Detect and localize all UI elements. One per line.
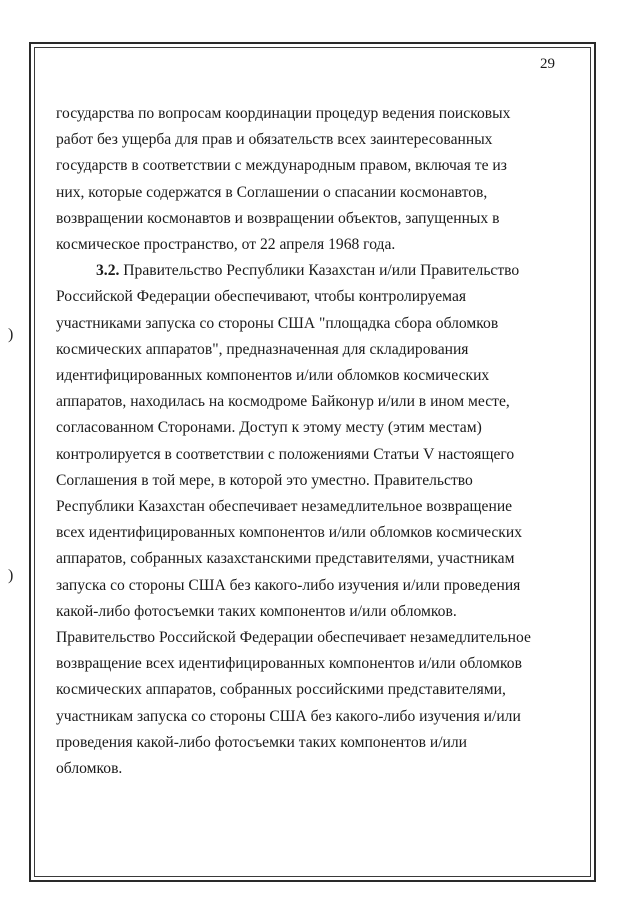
text-line: всех идентифицированных компонентов и/или обломков космических bbox=[56, 524, 523, 542]
text-line: работ без ущерба для прав и обязательств всех заинтересованных bbox=[56, 131, 493, 149]
text-line: какой-либо фотосъемки таких компонентов и/или обломков. bbox=[56, 602, 457, 620]
section-first-line bbox=[56, 258, 576, 284]
text-line: Российской Федерации обеспечивают, чтобы контролируемая bbox=[56, 288, 467, 306]
text-line: аппаратов, собранных казахстанскими представителями, участникам bbox=[56, 550, 515, 568]
text-line: запуска со стороны США без какого-либо изучения и/или проведения bbox=[56, 576, 521, 594]
section-number: 3.2. bbox=[96, 262, 120, 280]
text-line: космическое пространство, от 22 апреля 1968 года. bbox=[56, 236, 396, 254]
text-line: возвращении космонавтов и возвращении объектов, запущенных в bbox=[56, 209, 500, 227]
text-line: Соглашения в той мере, в которой это уместно. Правительство bbox=[56, 471, 473, 489]
hole-punch-mark-bottom: ) bbox=[8, 567, 14, 584]
text-line: них, которые содержатся в Соглашении о спасании космонавтов, bbox=[56, 183, 488, 201]
text-line: обломков. bbox=[56, 760, 123, 778]
text-line: согласованном Сторонами. Доступ к этому месту (этим местам) bbox=[56, 419, 482, 437]
text-line: космических аппаратов", предназначенная для складирования bbox=[56, 340, 469, 358]
text-line: контролируется в соответствии с положениями Статьи V настоящего bbox=[56, 445, 515, 463]
text-line: Правительство Республики Казахстан и/или Правительство bbox=[123, 262, 520, 280]
text-line: космических аппаратов, собранных российскими представителями, bbox=[56, 681, 506, 699]
text-line: идентифицированных компонентов и/или обломков космических bbox=[56, 367, 490, 385]
page-number: 29 bbox=[540, 56, 555, 72]
text-line: государств в соответствии с международным правом, включая те из bbox=[56, 157, 507, 175]
text-line: Правительство Российской Федерации обеспечивает незамедлительное bbox=[56, 629, 531, 647]
document-body bbox=[56, 101, 576, 782]
text-line: участникам запуска со стороны США без какого-либо изучения и/или bbox=[56, 707, 521, 725]
text-line: государства по вопросам координации процедур ведения поисковых bbox=[56, 105, 511, 122]
hole-punch-mark-top: ) bbox=[8, 326, 14, 343]
text-line: Республики Казахстан обеспечивает незамедлительное возвращение bbox=[56, 498, 513, 516]
text-line: участниками запуска со стороны США "площадка сбора обломков bbox=[56, 314, 499, 332]
text-line: аппаратов, находилась на космодроме Байконур и/или в ином месте, bbox=[56, 393, 510, 411]
text-line: проведения какой-либо фотосъемки таких компонентов и/или bbox=[56, 733, 468, 751]
text-line: возвращение всех идентифицированных компонентов и/или обломков bbox=[56, 655, 522, 673]
